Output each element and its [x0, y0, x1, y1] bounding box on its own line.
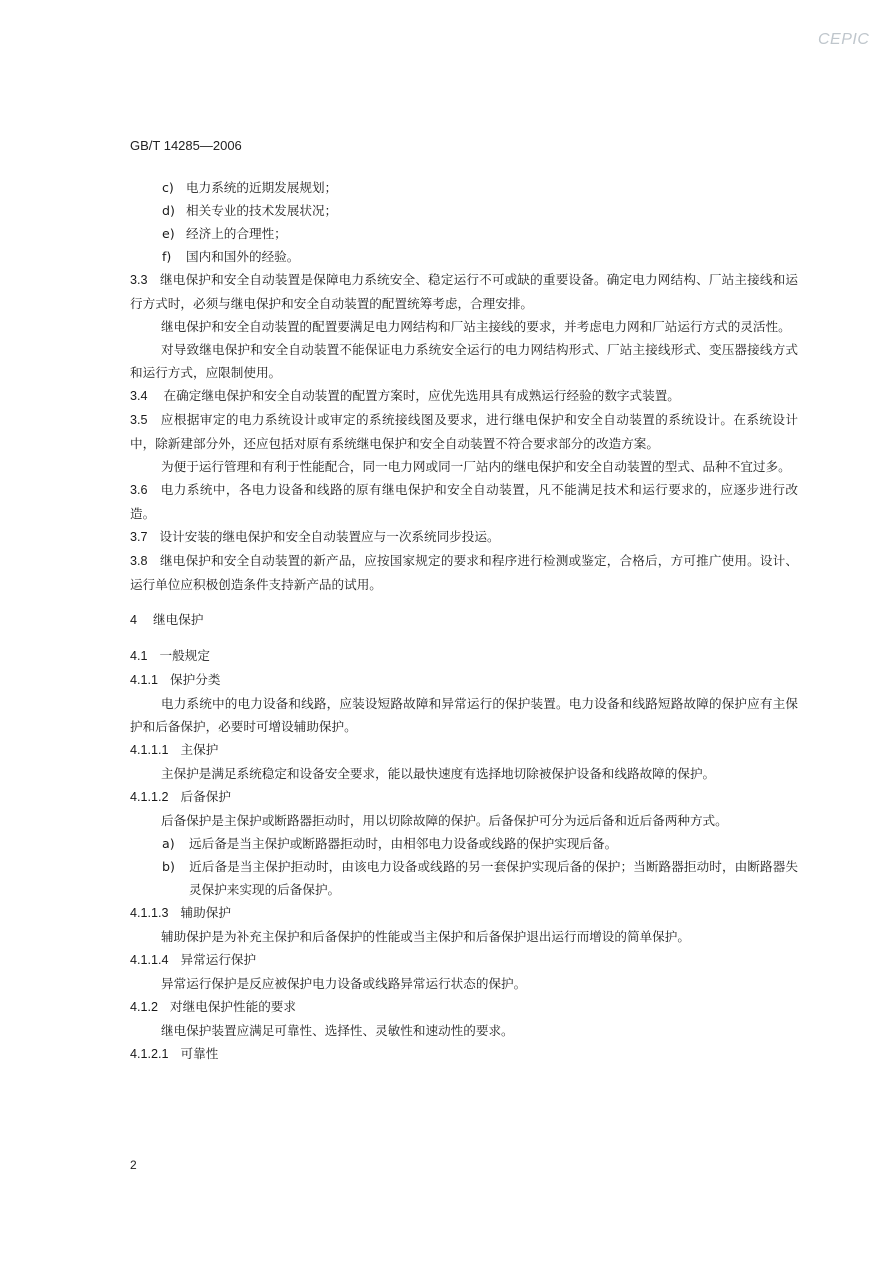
subsubsection-title: 可靠性 — [180, 1046, 219, 1061]
paragraph: 为便于运行管理和有利于性能配合，同一电力网或同一厂站内的继电保护和安全自动装置的型式、品种不宜过多。 — [161, 459, 791, 474]
list-items-c-to-f — [130, 176, 798, 268]
list-item — [162, 176, 798, 199]
item-label: b) — [162, 859, 175, 874]
subsubsection-heading — [130, 738, 798, 762]
subsubsection-title: 后备保护 — [180, 789, 231, 804]
clause-text: 应根据审定的电力系统设计或审定的系统接线图及要求，进行继电保护和安全自动装置的系统设计。在系统设计中，除新建部分外，还应包括对原有系统继电保护和安全自动装置不符合要求部分的改造方案。 — [130, 412, 799, 451]
clause-3-3 — [130, 268, 798, 315]
item-text: 近后备是当主保护拒动时，由该电力设备或线路的另一套保护实现后备的保护；当断路器拒动时，由断路器失灵保护来实现的后备保护。 — [189, 859, 798, 897]
clause-text: 继电保护和安全自动装置的新产品，应按国家规定的要求和程序进行检测或鉴定，合格后，方可推广使用。设计、运行单位应积极创造条件支持新产品的试用。 — [130, 553, 799, 592]
clause-3-5 — [130, 408, 798, 455]
subsubsection-title: 辅助保护 — [180, 905, 231, 920]
section-heading — [130, 644, 798, 668]
paragraph: 对导致继电保护和安全自动装置不能保证电力系统安全运行的电力网结构形式、厂站主接线形式、变压器接线方式和运行方式，应限制使用。 — [130, 342, 798, 380]
list-item — [162, 199, 798, 222]
subsubsection-heading — [130, 901, 798, 925]
clause-3-7 — [130, 525, 798, 549]
item-text: 国内和国外的经验。 — [186, 249, 300, 264]
item-label: a) — [162, 836, 175, 851]
paragraph: 辅助保护是为补充主保护和后备保护的性能或当主保护和后备保护退出运行而增设的简单保护。 — [161, 929, 690, 944]
document-body — [130, 176, 798, 1066]
paragraph: 主保护是满足系统稳定和设备安全要求，能以最快速度有选择地切除被保护设备和线路故障的保护。 — [161, 766, 716, 781]
subsubsection-number: 4.1.1.3 — [130, 906, 169, 920]
clause-3-4 — [130, 384, 798, 408]
subsection-heading — [130, 668, 798, 692]
subsection-title: 保护分类 — [170, 672, 221, 687]
list-item — [130, 855, 798, 901]
item-text: 经济上的合理性； — [186, 226, 287, 241]
clause-number: 3.3 — [130, 273, 148, 287]
paragraph: 继电保护装置应满足可靠性、选择性、灵敏性和速动性的要求。 — [161, 1023, 514, 1038]
clause-text: 设计安装的继电保护和安全自动装置应与一次系统同步投运。 — [159, 529, 500, 544]
item-label: e) — [162, 226, 175, 241]
paragraph: 电力系统中的电力设备和线路，应装设短路故障和异常运行的保护装置。电力设备和线路短路故障的保护应有主保护和后备保护，必要时可增设辅助保护。 — [130, 696, 798, 734]
paragraph: 继电保护和安全自动装置的配置要满足电力网结构和厂站主接线的要求，并考虑电力网和厂站运行方式的灵活性。 — [161, 319, 791, 334]
clause-number: 3.5 — [130, 413, 148, 427]
clause-number: 3.4 — [130, 389, 148, 403]
item-label: f) — [162, 249, 172, 264]
clause-3-8 — [130, 549, 798, 596]
subsubsection-number: 4.1.2.1 — [130, 1047, 169, 1061]
subsubsection-number: 4.1.1.2 — [130, 790, 169, 804]
subsubsection-heading — [130, 785, 798, 809]
standard-code: GB/T 14285—2006 — [130, 138, 242, 153]
subsubsection-number: 4.1.1.4 — [130, 953, 169, 967]
subsubsection-number: 4.1.1.1 — [130, 743, 169, 757]
list-item — [162, 245, 798, 268]
item-label: d) — [162, 203, 175, 218]
chapter-title: 继电保护 — [153, 612, 204, 627]
section-number: 4.1 — [130, 649, 148, 663]
clause-number: 3.7 — [130, 530, 148, 544]
subsubsection-heading — [130, 1042, 798, 1066]
paragraph: 后备保护是主保护或断路器拒动时，用以切除故障的保护。后备保护可分为远后备和近后备两种方式。 — [161, 813, 728, 828]
subsubsection-title: 主保护 — [180, 742, 219, 757]
page-number: 2 — [130, 1158, 137, 1172]
item-text: 电力系统的近期发展规划； — [186, 180, 338, 195]
section-title: 一般规定 — [159, 648, 210, 663]
clause-number: 3.8 — [130, 554, 148, 568]
subsubsection-heading — [130, 948, 798, 972]
clause-text: 电力系统中，各电力设备和线路的原有继电保护和安全自动装置，凡不能满足技术和运行要求的，应逐步进行改造。 — [130, 482, 799, 521]
subsection-heading — [130, 995, 798, 1019]
clause-text: 继电保护和安全自动装置是保障电力系统安全、稳定运行不可或缺的重要设备。确定电力网结构、厂站主接线和运行方式时，必须与继电保护和安全自动装置的配置统筹考虑，合理安排。 — [130, 272, 799, 311]
list-item — [130, 832, 798, 855]
subsection-number: 4.1.1 — [130, 673, 159, 687]
subsection-title: 对继电保护性能的要求 — [170, 999, 296, 1014]
clause-3-6 — [130, 478, 798, 525]
clause-number: 3.6 — [130, 483, 148, 497]
chapter-heading — [130, 608, 798, 632]
item-label: c) — [162, 180, 174, 195]
item-text: 相关专业的技术发展状况； — [186, 203, 338, 218]
paragraph: 异常运行保护是反应被保护电力设备或线路异常运行状态的保护。 — [161, 976, 527, 991]
list-item — [162, 222, 798, 245]
subsubsection-title: 异常运行保护 — [180, 952, 257, 967]
clause-text: 在确定继电保护和安全自动装置的配置方案时，应优先选用具有成熟运行经验的数字式装置。 — [163, 388, 680, 403]
publisher-logo: CEPIC — [818, 31, 870, 48]
item-text: 远后备是当主保护或断路器拒动时，由相邻电力设备或线路的保护实现后备。 — [189, 836, 618, 851]
chapter-number: 4 — [130, 613, 138, 627]
subsection-number: 4.1.2 — [130, 1000, 159, 1014]
